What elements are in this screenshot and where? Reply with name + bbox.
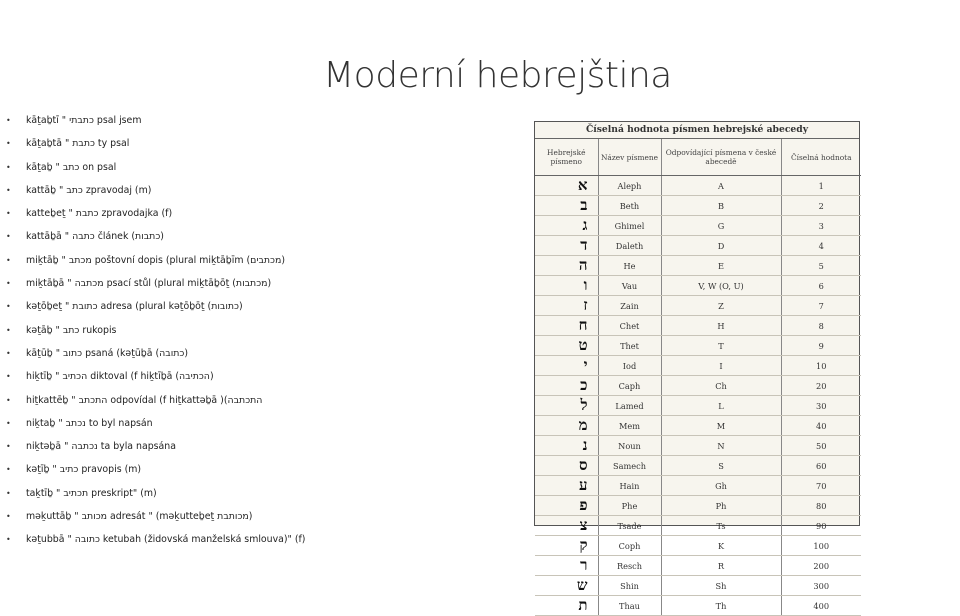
table-row (535, 596, 861, 616)
list-item-text: taḵtīḇ " תכתיב preskript" (m) (26, 487, 157, 499)
table-row (535, 276, 861, 296)
hebrew-letter: ב (535, 196, 598, 216)
numeric-value: 60 (781, 456, 861, 476)
bullet-icon: • (6, 442, 11, 452)
czech-equivalent: Th (661, 596, 781, 616)
hebrew-letter: ת (535, 596, 598, 616)
list-item-text: kəṯāḇ " כתב rukopis (26, 324, 117, 336)
table-row (535, 416, 861, 436)
bullet-icon: • (6, 418, 11, 428)
hebrew-letter: ט (535, 336, 598, 356)
letter-name: Iod (598, 356, 661, 376)
numeric-value: 100 (781, 536, 861, 556)
bullet-icon: • (6, 348, 11, 358)
table-row (535, 376, 861, 396)
list-item-text: kāṯaḇ " כתב on psal (26, 161, 117, 173)
table-row (535, 356, 861, 376)
table-row (535, 576, 861, 596)
list-item-text: hiṯkattēḇ " התכתב odpovídal (f hiṯkattəḇā )(התכתבה (26, 394, 263, 406)
letter-name: Caph (598, 376, 661, 396)
list-item-text: kattāḇā " כתבה článek (כתבות) (26, 231, 164, 243)
bullet-icon: • (6, 465, 11, 475)
numeric-value: 400 (781, 596, 861, 616)
hebrew-letter: ל (535, 396, 598, 416)
list-item-text: kāṯaḇtī " כתבתי psal jsem (26, 115, 142, 126)
letter-name: Daleth (598, 236, 661, 256)
bullet-icon: • (6, 209, 11, 219)
table-body (535, 176, 861, 616)
letter-name: Vau (598, 276, 661, 296)
czech-equivalent: E (661, 256, 781, 276)
hebrew-letter: ס (535, 456, 598, 476)
table-row (535, 396, 861, 416)
list-item-text: kāṯūḇ " כתוב psaná (kəṯūḇā (כתובה) (26, 347, 189, 359)
letter-name: He (598, 256, 661, 276)
bullet-icon: • (6, 232, 11, 242)
list-item (6, 482, 526, 505)
list-item-text: niḵtaḇ " נכתב to byl napsán (26, 417, 153, 429)
numeric-value: 2 (781, 196, 861, 216)
czech-equivalent: M (661, 416, 781, 436)
table-row (535, 216, 861, 236)
slide-title: Moderní hebrejština (323, 55, 672, 96)
numeric-value: 20 (781, 376, 861, 396)
list-item (6, 389, 526, 412)
bullet-icon: • (6, 279, 11, 289)
czech-equivalent: V, W (O, U) (661, 276, 781, 296)
list-item (6, 109, 526, 132)
hebrew-letter: ו (535, 276, 598, 296)
czech-equivalent: K (661, 536, 781, 556)
bullet-icon: • (6, 116, 11, 125)
table-header-row (535, 139, 861, 176)
czech-equivalent: B (661, 196, 781, 216)
hebrew-letter: ש (535, 576, 598, 596)
list-item-text: hiḵtīḇ " הכתיב diktoval (f hiḵtīḇā (הכתיבה) (26, 371, 214, 383)
table-row (535, 536, 861, 556)
table-row (535, 176, 861, 196)
word-list (6, 109, 526, 552)
numeric-value: 3 (781, 216, 861, 236)
table-row (535, 236, 861, 256)
list-item (6, 458, 526, 481)
hebrew-letter: ה (535, 256, 598, 276)
letter-name: Lamed (598, 396, 661, 416)
letter-name: Thet (598, 336, 661, 356)
numeric-value: 5 (781, 256, 861, 276)
hebrew-letter: ע (535, 476, 598, 496)
header-value: Číselná hodnota (781, 139, 861, 176)
numeric-value: 7 (781, 296, 861, 316)
numeric-value: 300 (781, 576, 861, 596)
numeric-value: 80 (781, 496, 861, 516)
numeric-value: 1 (781, 176, 861, 196)
bullet-icon: • (6, 395, 11, 405)
list-item-text: niḵtəḇā " נכתבה ta byla napsána (26, 441, 176, 453)
czech-equivalent: D (661, 236, 781, 256)
list-item (6, 435, 526, 458)
list-item (6, 202, 526, 225)
czech-equivalent: Ts (661, 516, 781, 536)
letter-name: Phe (598, 496, 661, 516)
numeric-value: 6 (781, 276, 861, 296)
list-item (6, 505, 526, 528)
table-row (535, 476, 861, 496)
list-item (6, 272, 526, 295)
table-row (535, 556, 861, 576)
czech-equivalent: N (661, 436, 781, 456)
list-item (6, 365, 526, 388)
bullet-icon: • (6, 512, 11, 522)
list-item-text: miḵtāḇ " מכתב poštovní dopis (plural miḵtāḇīm (מכתבים) (26, 254, 286, 266)
bullet-icon: • (6, 302, 11, 312)
numeric-value: 8 (781, 316, 861, 336)
numeric-value: 70 (781, 476, 861, 496)
bullet-icon: • (6, 488, 11, 498)
letter-name: Samech (598, 456, 661, 476)
numeric-value: 90 (781, 516, 861, 536)
bullet-icon: • (6, 139, 11, 149)
bullet-icon: • (6, 162, 11, 172)
list-item (6, 342, 526, 365)
list-item (6, 156, 526, 179)
hebrew-letter: ר (535, 556, 598, 576)
table-title: Číselná hodnota písmen hebrejské abecedy (535, 122, 859, 139)
czech-equivalent: L (661, 396, 781, 416)
czech-equivalent: Z (661, 296, 781, 316)
letter-name: Aleph (598, 176, 661, 196)
numeric-value: 30 (781, 396, 861, 416)
hebrew-letter: מ (535, 416, 598, 436)
bullet-icon: • (6, 325, 11, 335)
numeric-value: 200 (781, 556, 861, 576)
hebrew-letter: פ (535, 496, 598, 516)
table-row (535, 436, 861, 456)
hebrew-letter: י (535, 356, 598, 376)
table-row (535, 296, 861, 316)
bullet-icon: • (6, 372, 11, 382)
letter-name: Thau (598, 596, 661, 616)
bullet-icon: • (6, 185, 11, 195)
header-name: Název písmene (598, 139, 661, 176)
czech-equivalent: S (661, 456, 781, 476)
numeric-value: 50 (781, 436, 861, 456)
table-row (535, 336, 861, 356)
numeric-value: 10 (781, 356, 861, 376)
list-item (6, 412, 526, 435)
numeric-value: 4 (781, 236, 861, 256)
list-item-text: kəṯīḇ " כתיב pravopis (m) (26, 464, 142, 476)
czech-equivalent: G (661, 216, 781, 236)
list-item (6, 319, 526, 342)
list-item (6, 179, 526, 202)
hebrew-letter: כ (535, 376, 598, 396)
list-item (6, 225, 526, 248)
list-item-text: kāṯaḇtā " כתבת ty psal (26, 138, 130, 150)
list-item-text: kattāḇ " כתב zpravodaj (m) (26, 184, 152, 196)
table-row (535, 316, 861, 336)
letter-name: Mem (598, 416, 661, 436)
czech-equivalent: Ph (661, 496, 781, 516)
hebrew-letter: ג (535, 216, 598, 236)
hebrew-letter: נ (535, 436, 598, 456)
czech-equivalent: T (661, 336, 781, 356)
hebrew-letter: ד (535, 236, 598, 256)
bullet-icon: • (6, 255, 11, 265)
numeric-value: 40 (781, 416, 861, 436)
hebrew-letter: צ (535, 516, 598, 536)
list-item-text: məḵuttāḇ " מכותב adresát " (məḵutteḇeṯ מכותבת) (26, 511, 253, 523)
hebrew-letter: ק (535, 536, 598, 556)
hebrew-letter: ז (535, 296, 598, 316)
letter-name: Chet (598, 316, 661, 336)
list-item-text: kəṯubbā " כתובה ketubah (židovská manželská smlouva)" (f) (26, 534, 306, 546)
letter-name: Noun (598, 436, 661, 456)
czech-equivalent: Sh (661, 576, 781, 596)
letter-name: Tsade (598, 516, 661, 536)
letter-name: Ghimel (598, 216, 661, 236)
list-item-text: katteḇeṯ " כתבת zpravodajka (f) (26, 208, 173, 220)
czech-equivalent: Gh (661, 476, 781, 496)
czech-equivalent: H (661, 316, 781, 336)
hebrew-letter: ח (535, 316, 598, 336)
header-letter: Hebrejské písmeno (535, 139, 598, 176)
table-row (535, 196, 861, 216)
czech-equivalent: A (661, 176, 781, 196)
letter-name: Zain (598, 296, 661, 316)
table-row (535, 256, 861, 276)
hebrew-alphabet-table (534, 121, 860, 614)
letter-name: Resch (598, 556, 661, 576)
letter-name: Beth (598, 196, 661, 216)
hebrew-letter: א (535, 176, 598, 196)
numeric-value: 9 (781, 336, 861, 356)
list-item-text: kəṯōḇeṯ " כתובת adresa (plural kəṯōḇōṯ (כתובות) (26, 301, 243, 313)
letter-name: Hain (598, 476, 661, 496)
bullet-icon: • (6, 535, 11, 545)
czech-equivalent: R (661, 556, 781, 576)
list-item-text: miḵtāḇā " מכתבה psací stůl (plural miḵtāḇōṯ (מכתבות) (26, 278, 272, 290)
czech-equivalent: Ch (661, 376, 781, 396)
czech-equivalent: I (661, 356, 781, 376)
table-row (535, 456, 861, 476)
table-row (535, 516, 861, 536)
letter-name: Shin (598, 576, 661, 596)
list-item (6, 132, 526, 155)
header-czech: Odpovídající písmena v české abecedě (661, 139, 781, 176)
letter-name: Coph (598, 536, 661, 556)
table-row (535, 496, 861, 516)
list-item (6, 249, 526, 272)
list-item (6, 295, 526, 318)
